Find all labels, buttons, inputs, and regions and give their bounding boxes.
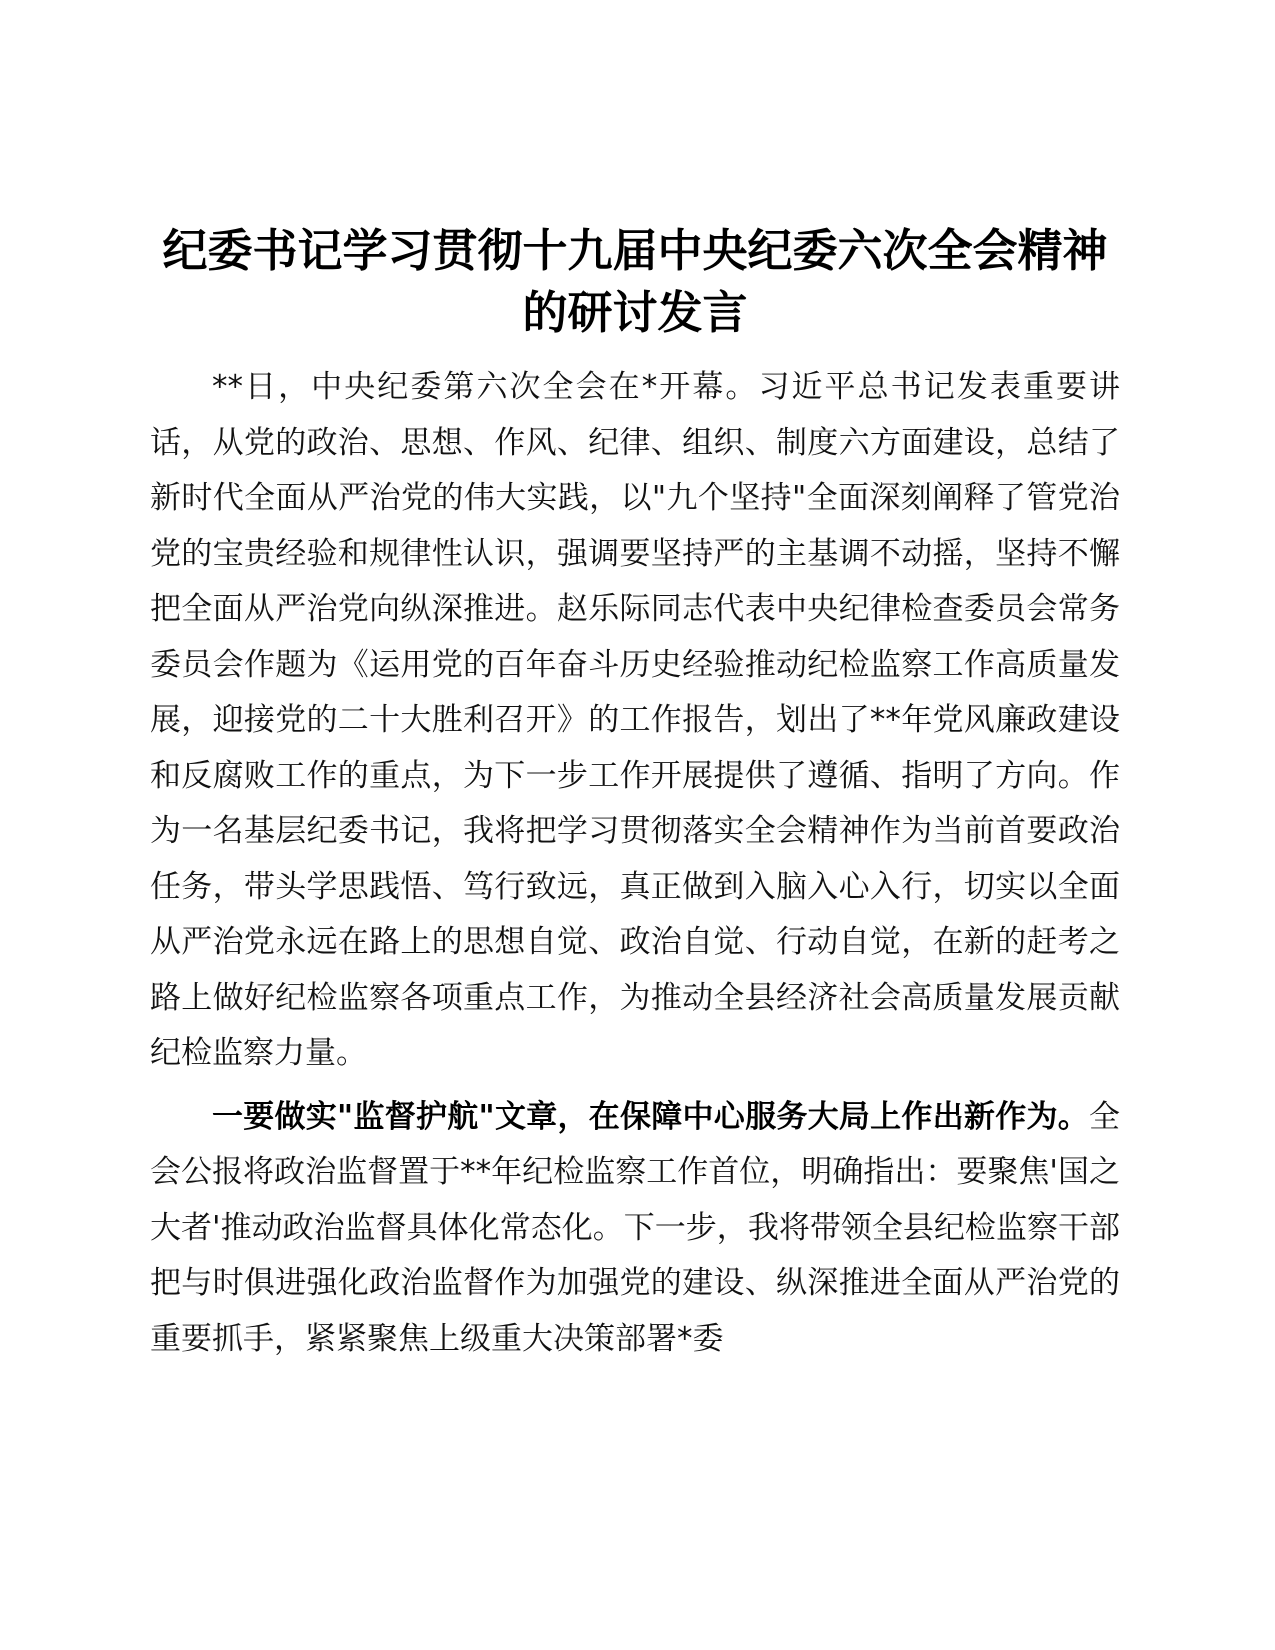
section-one-heading: 一要做实"监督护航"文章，在保障中心服务大局上作出新作为。: [212, 1098, 1089, 1135]
title-line-2: 的研讨发言: [522, 286, 748, 339]
paragraph-section-one: [150, 1090, 1120, 1368]
section-one-body: 全会公报将政治监督置于**年纪检监察工作首位，明确指出：要聚焦'国之大者'推动政治监督具体化常态化。下一步，我将带领全县纪检监察干部把与时俱进强化政治监督作为加强党的建设、纵深推进全面从严治党的重要抓手，紧紧聚焦上级重大决策部署*委: [150, 1098, 1120, 1357]
title-line-1: 纪委书记学习贯彻十九届中央纪委六次全会精神: [162, 224, 1108, 277]
document-title: [150, 220, 1120, 344]
paragraph-intro: **日，中央纪委第六次全会在*开幕。习近平总书记发表重要讲话，从党的政治、思想、作风、纪律、组织、制度六方面建设，总结了新时代全面从严治党的伟大实践，以"九个坚持"全面深刻阐释了管党治党的宝贵经验和规律性认识，强调要坚持严的主基调不动摇，坚持不懈把全面从严治党向纵深推进。赵乐际同志代表中央纪律检查委员会常务委员会作题为《运用党的百年奋斗历史经验推动纪检监察工作高质量发展，迎接党的二十大胜利召开》的工作报告，划出了**年党风廉政建设和反腐败工作的重点，为下一步工作开展提供了遵循、指明了方向。作为一名基层纪委书记，我将把学习贯彻落实全会精神作为当前首要政治任务，带头学思践悟、笃行致远，真正做到入脑入心入行，切实以全面从严治党永远在路上的思想自觉、政治自觉、行动自觉，在新的赶考之路上做好纪检监察各项重点工作，为推动全县经济社会高质量发展贡献纪检监察力量。: [150, 369, 1120, 1071]
document-page: [150, 220, 1120, 1367]
